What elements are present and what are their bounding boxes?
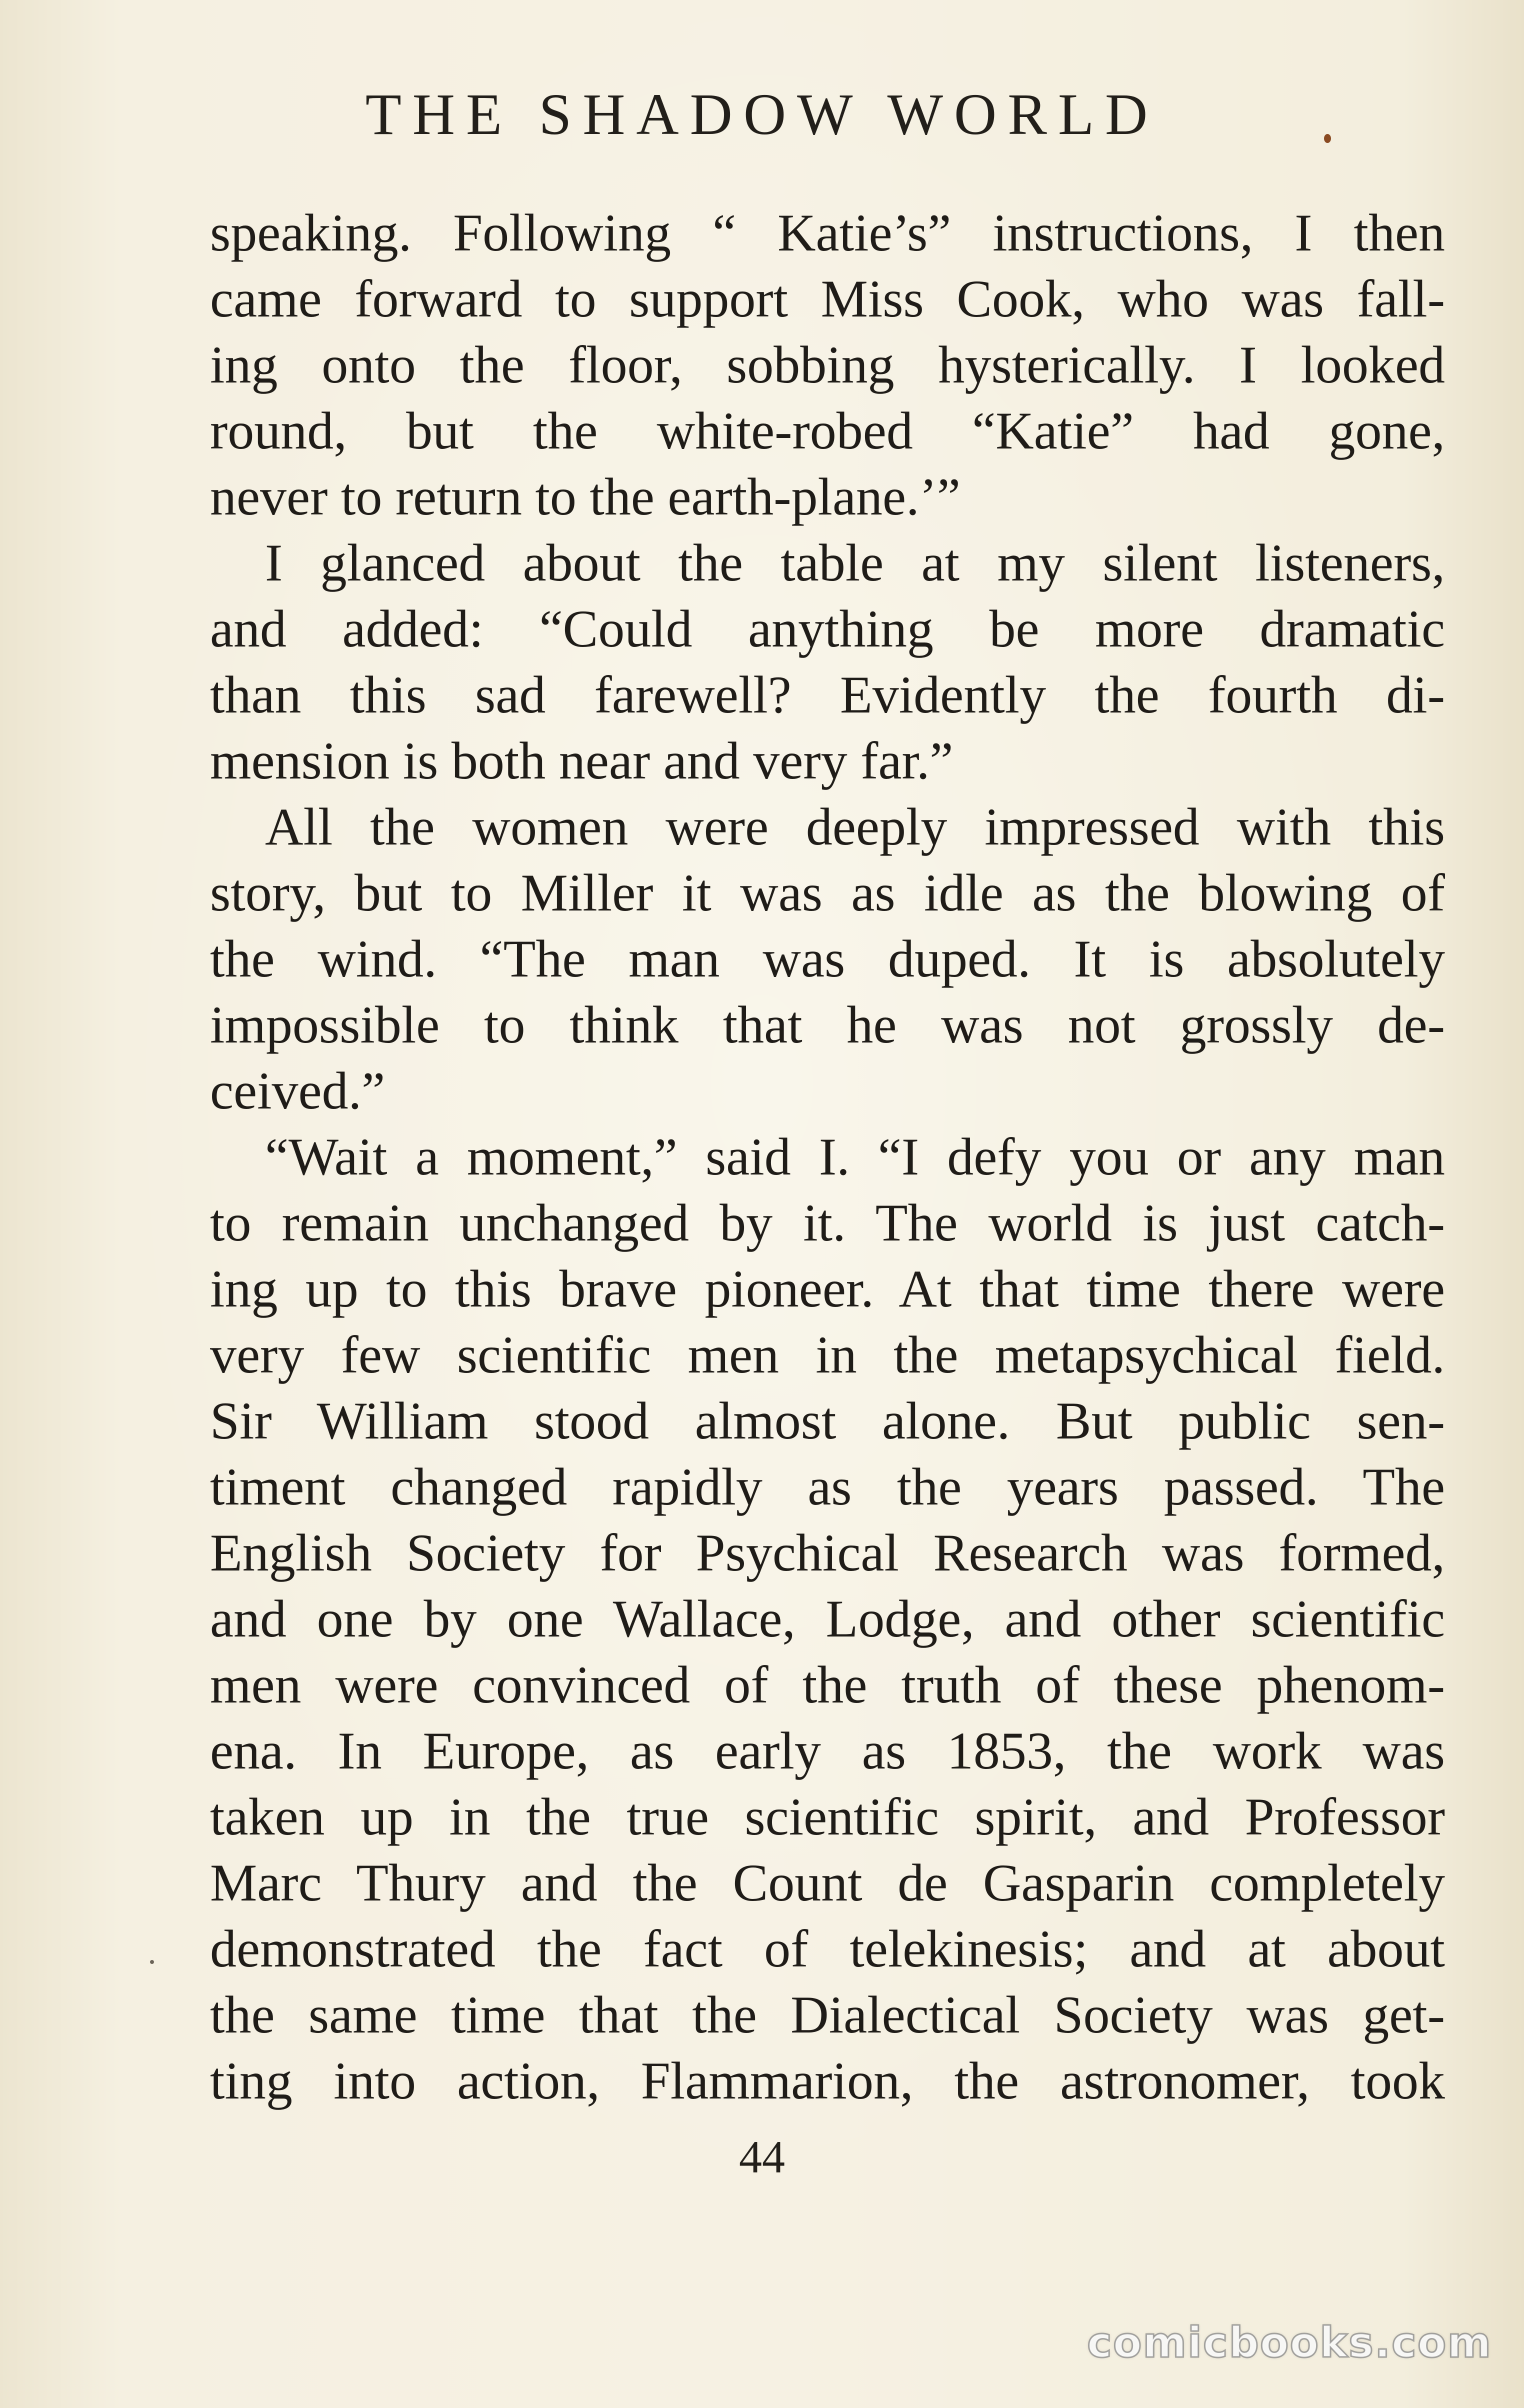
text-line: English Society for Psychical Research was formed, [210,1524,1445,1582]
text-line: taken up in the true scientific spirit, and Professor [210,1788,1445,1846]
body-text [210,200,1445,2114]
text-line: ing onto the floor, sobbing hysterically. I looked [210,336,1445,394]
text-line: ena. In Europe, as early as 1853, the work was [210,1722,1445,1780]
text-line: ceived.” [210,1062,386,1120]
running-head: THE SHADOW WORLD [365,82,1159,147]
text-line: came forward to support Miss Cook, who was fall- [210,270,1445,328]
text-line: than this sad farewell? Evidently the fourth di- [210,666,1445,724]
text-line: the same time that the Dialectical Society was get- [210,1986,1445,2044]
text-line: impossible to think that he was not grossly de- [210,996,1445,1054]
text-line: ing up to this brave pioneer. At that time there were [210,1260,1445,1318]
text-line: speaking. Following “ Katie’s” instructions, I then [210,204,1445,262]
text-line: timent changed rapidly as the years passed. The [210,1458,1445,1516]
text-line: “Wait a moment,” said I. “I defy you or any man [265,1128,1445,1186]
text-line: All the women were deeply impressed with this [265,798,1445,856]
text-line: and added: “Could anything be more dramatic [210,600,1445,658]
text-line: to remain unchanged by it. The world is just catch- [210,1194,1445,1252]
text-line: Sir William stood almost alone. But public sen- [210,1392,1445,1450]
ink-speck [1324,134,1331,143]
ink-speck [150,1960,154,1964]
text-line: mension is both near and very far.” [210,732,954,790]
text-line: men were convinced of the truth of these phenom- [210,1656,1445,1714]
text-line: story, but to Miller it was as idle as the blowing of [210,864,1445,922]
watermark: comicbooks.com [1087,2318,1492,2367]
text-line: very few scientific men in the metapsychical field. [210,1326,1445,1384]
text-line: I glanced about the table at my silent listeners, [265,534,1445,592]
page-number: 44 [739,2132,785,2182]
text-line: the wind. “The man was duped. It is absolutely [210,930,1445,988]
text-line: round, but the white-robed “Katie” had gone, [210,402,1445,460]
text-line: demonstrated the fact of telekinesis; and at about [210,1920,1445,1978]
text-line: and one by one Wallace, Lodge, and other scientific [210,1590,1445,1648]
text-line: never to return to the earth-plane.’” [210,468,960,526]
text-line: ting into action, Flammarion, the astronomer, took [210,2052,1445,2110]
text-line: Marc Thury and the Count de Gasparin completely [210,1854,1445,1912]
